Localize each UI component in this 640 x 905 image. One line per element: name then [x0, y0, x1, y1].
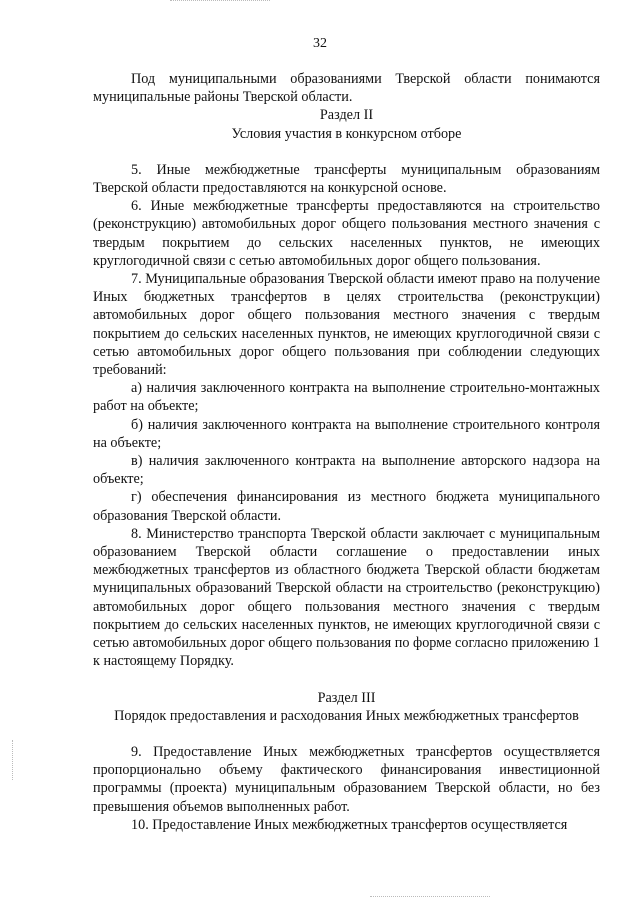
document-body: [93, 70, 600, 834]
paragraph-7b: б) наличия заключенного контракта на выполнение строительного контроля на объекте;: [93, 416, 600, 451]
section-3-subtitle: Порядок предоставления и расходования Иных межбюджетных трансфертов: [114, 707, 579, 724]
paragraph-7a: а) наличия заключенного контракта на выполнение строительно-монтажных работ на объекте;: [93, 380, 600, 415]
paragraph-7d: г) обеспечения финансирования из местного бюджета муниципального образования Тверской области.: [93, 489, 600, 524]
scan-artifact-left: [12, 740, 14, 780]
section-3-title: Раздел III: [317, 689, 376, 706]
page-number: 32: [313, 36, 327, 51]
paragraph-7: 7. Муниципальные образования Тверской области имеют право на получение Иных бюджетных трансфертов в целях строительства (реконструкции) автомобильных дорог общего пользования местного значения с твердым покрытием до сельских населенных пунктов, не имеющих круглогодичной связи с сетью автомобильных дорог общего пользования при соблюдении следующих требований:: [93, 271, 600, 379]
paragraph-10: 10. Предоставление Иных межбюджетных трансфертов осуществляется: [131, 816, 568, 833]
paragraph-9: 9. Предоставление Иных межбюджетных трансфертов осуществляется пропорционально объему фактического финансирования инвестиционной программы (проекта) муниципальным образованием Тверской области, но без превышения объемов выполненных работ.: [93, 743, 600, 815]
paragraph-6: 6. Иные межбюджетные трансферты предоставляются на строительство (реконструкцию) автомобильных дорог общего пользования местного значения с твердым покрытием до сельских населенных пунктов, не имеющих круглогодичной связи с сетью автомобильных дорог общего пользования.: [93, 198, 600, 269]
paragraph-8: 8. Министерство транспорта Тверской области заключает с муниципальным образованием Тверской области соглашение о предоставлении иных межбюджетных трансфертов из областного бюджета Тверской области бюджетам муниципальных образований Тверской области на строительство (реконструкцию) автомобильных дорог общего пользования местного значения с твердым покрытием до сельских населенных пунктов, не имеющих круглогодичной связи с сетью автомобильных дорог общего пользования по форме согласно приложению 1 к настоящему Порядку.: [93, 525, 600, 670]
paragraph-7c: в) наличия заключенного контракта на выполнение авторского надзора на объекте;: [93, 453, 600, 488]
section-2-subtitle: Условия участия в конкурсном отборе: [231, 125, 462, 142]
scan-artifact-bottom: [370, 896, 490, 899]
section-2-title: Раздел II: [319, 107, 374, 124]
paragraph-5: 5. Иные межбюджетные трансферты муниципальным образованиям Тверской области предоставляются на конкурсной основе.: [93, 161, 600, 197]
paragraph-intro: Под муниципальными образованиями Тверской области понимаются муниципальные районы Тверской области.: [93, 71, 600, 106]
scan-artifact-top: [170, 0, 270, 3]
